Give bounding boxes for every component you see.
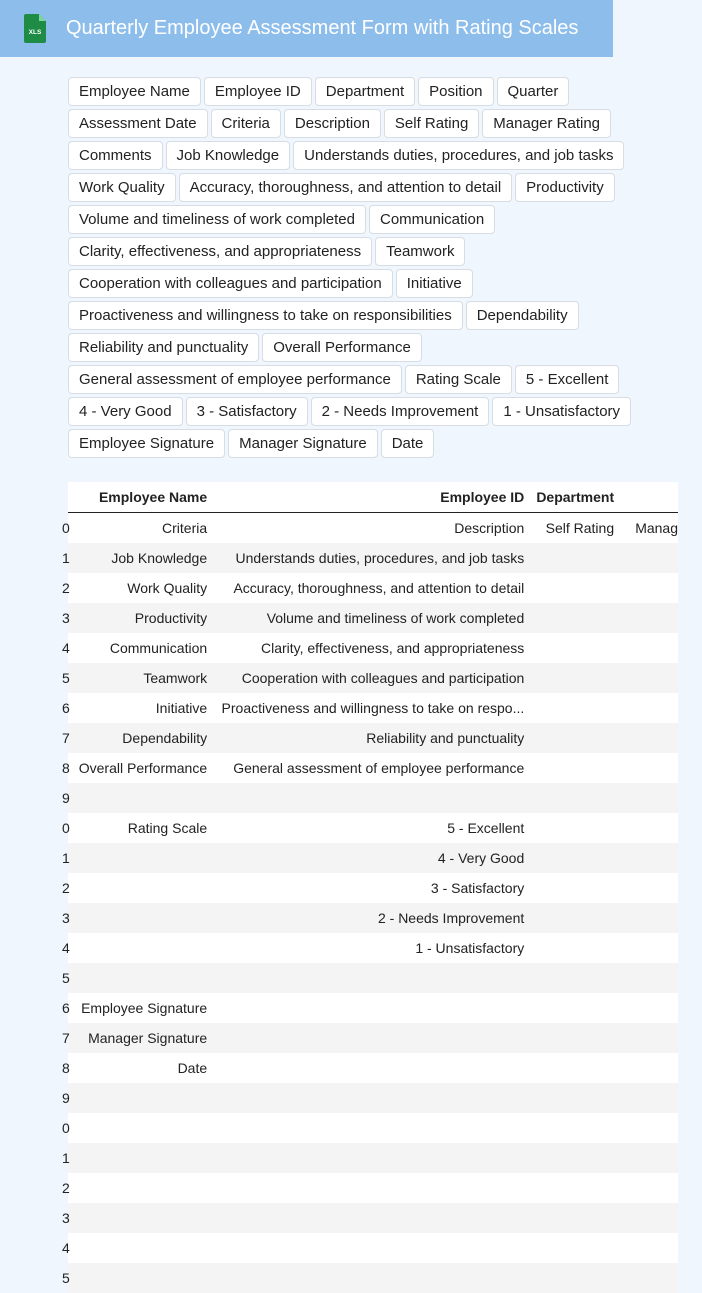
table-row (68, 633, 678, 663)
table-cell[interactable]: General assessment of employee performance (233, 760, 525, 776)
table-cell[interactable] (530, 633, 620, 663)
table-cell[interactable]: Understands duties, procedures, and job tasks (213, 543, 530, 573)
table-cell[interactable]: Clarity, effectiveness, and appropriateness (260, 640, 525, 656)
column-chip[interactable]: Manager Signature (228, 429, 378, 458)
table-cell[interactable] (213, 1233, 530, 1263)
table-cell[interactable] (530, 1233, 620, 1263)
row-index: 2 (62, 580, 70, 596)
table-cell[interactable] (530, 1203, 620, 1233)
table-row (68, 1113, 678, 1143)
table-row (68, 513, 678, 544)
table-cell[interactable] (213, 783, 530, 813)
table-cell[interactable] (73, 843, 213, 873)
table-cell[interactable] (530, 843, 620, 873)
table-cell[interactable] (530, 1053, 620, 1083)
table-row (68, 1203, 678, 1233)
table-cell[interactable] (530, 723, 620, 753)
table-cell[interactable]: 2 - Needs Improvement (213, 903, 530, 933)
column-chip[interactable]: Job Knowledge (166, 141, 291, 170)
column-chip[interactable]: 5 - Excellent (515, 365, 620, 394)
column-chip[interactable]: Criteria (211, 109, 281, 138)
table-row (68, 723, 678, 753)
table-cell[interactable]: Teamwork (73, 663, 213, 693)
table-cell[interactable] (213, 1203, 530, 1233)
row-index: 4 (62, 640, 70, 656)
column-chip[interactable]: 3 - Satisfactory (186, 397, 308, 426)
column-chip[interactable]: Work Quality (68, 173, 176, 202)
table-cell[interactable] (530, 1173, 620, 1203)
table-cell[interactable] (620, 753, 678, 783)
table-cell[interactable] (620, 693, 678, 723)
header-row (68, 482, 678, 513)
table-cell[interactable] (530, 693, 620, 723)
column-chip[interactable]: Employee ID (204, 77, 312, 106)
row-index: 8 (62, 1060, 70, 1076)
table-row (68, 1023, 678, 1053)
table-cell[interactable]: Accuracy, thoroughness, and attention to detail (233, 580, 525, 596)
table-cell[interactable] (620, 813, 678, 843)
table-cell[interactable] (73, 1113, 213, 1143)
table-cell[interactable] (620, 603, 678, 633)
column-chip[interactable]: 4 - Very Good (68, 397, 183, 426)
table-row (68, 1053, 678, 1083)
xls-icon-label: XLS (28, 29, 42, 36)
column-header[interactable]: Employee Name (73, 482, 213, 513)
table-cell[interactable] (620, 1023, 678, 1053)
column-chip[interactable]: Rating Scale (405, 365, 512, 394)
row-index: 7 (68, 723, 73, 753)
table-cell[interactable] (530, 783, 620, 813)
table-cell[interactable] (530, 873, 620, 903)
table-cell[interactable] (213, 1143, 530, 1173)
table-cell[interactable]: Reliability and punctuality (213, 723, 530, 753)
table-row (68, 813, 678, 843)
table-cell[interactable] (620, 1143, 678, 1173)
table-row (68, 573, 678, 603)
table-cell[interactable] (73, 1263, 213, 1293)
table-cell[interactable]: Volume and timeliness of work completed (213, 603, 530, 633)
column-chip[interactable]: Self Rating (384, 109, 479, 138)
table-cell[interactable]: Date (177, 1060, 208, 1076)
row-index: 6 (62, 1000, 70, 1016)
row-index: 6 (62, 700, 70, 716)
column-chip[interactable]: Manager Rating (482, 109, 611, 138)
column-header[interactable]: Employee ID (213, 482, 530, 513)
row-index: 1 (68, 543, 73, 573)
table-cell[interactable]: Productivity (73, 603, 213, 633)
table-cell[interactable]: Description (454, 520, 525, 536)
table-row (68, 543, 678, 573)
table-cell[interactable] (73, 903, 213, 933)
table-cell[interactable]: Cooperation with colleagues and participation (213, 663, 530, 693)
table-cell[interactable] (213, 1263, 530, 1293)
table-row (68, 663, 678, 693)
table-cell[interactable] (620, 903, 678, 933)
table-cell[interactable] (530, 813, 620, 843)
table-cell[interactable] (530, 1083, 620, 1113)
row-index: 8 (62, 760, 70, 776)
column-chip[interactable]: Productivity (515, 173, 615, 202)
table-cell[interactable] (213, 1113, 530, 1143)
column-chip[interactable]: Overall Performance (262, 333, 422, 362)
row-index: 4 (62, 1240, 70, 1256)
table-cell[interactable] (73, 1083, 213, 1113)
column-chip[interactable]: Cooperation with colleagues and participation (68, 269, 393, 298)
column-chip[interactable]: Communication (369, 205, 495, 234)
table-cell[interactable] (620, 1263, 678, 1293)
column-chip[interactable]: Position (418, 77, 493, 106)
table-cell[interactable]: Employee Signature (81, 1000, 208, 1016)
column-chip[interactable]: Employee Signature (68, 429, 225, 458)
table-cell[interactable]: Manag (635, 520, 678, 536)
title-bar (0, 0, 613, 57)
column-chip[interactable]: Understands duties, procedures, and job tasks (293, 141, 624, 170)
column-chip[interactable]: Clarity, effectiveness, and appropriateness (68, 237, 372, 266)
table-cell[interactable] (620, 663, 678, 693)
table-cell[interactable] (530, 573, 620, 603)
table-cell[interactable] (530, 603, 620, 633)
table-cell[interactable]: 3 - Satisfactory (430, 880, 525, 896)
table-cell[interactable] (620, 633, 678, 663)
column-chip[interactable]: Volume and timeliness of work completed (68, 205, 366, 234)
row-index: 4 (62, 940, 70, 956)
row-index: 0 (62, 820, 70, 836)
row-index: 3 (68, 1203, 73, 1233)
table-cell[interactable] (73, 1173, 213, 1203)
table-row (68, 843, 678, 873)
column-chip[interactable]: Employee Name (68, 77, 201, 106)
column-chip[interactable]: General assessment of employee performance (68, 365, 402, 394)
table-cell[interactable] (620, 1083, 678, 1113)
table-row (68, 1263, 678, 1293)
table-cell[interactable] (73, 1233, 213, 1263)
row-index: 9 (68, 1083, 73, 1113)
row-index: 0 (62, 520, 70, 536)
table-cell[interactable]: Work Quality (127, 580, 208, 596)
row-index: 2 (62, 880, 70, 896)
row-index: 5 (68, 963, 73, 993)
table-cell[interactable]: Rating Scale (127, 820, 208, 836)
table-cell[interactable] (530, 543, 620, 573)
table-cell[interactable] (213, 1083, 530, 1113)
table-cell[interactable] (530, 1023, 620, 1053)
table-cell[interactable]: 1 - Unsatisfactory (415, 940, 525, 956)
table-cell[interactable] (213, 993, 530, 1023)
column-chip[interactable]: Accuracy, thoroughness, and attention to detail (179, 173, 513, 202)
table-cell[interactable] (73, 783, 213, 813)
table-cell[interactable]: Communication (109, 640, 208, 656)
column-chip[interactable]: Comments (68, 141, 163, 170)
row-index: 2 (62, 1180, 70, 1196)
xls-file-icon (24, 14, 46, 43)
table-cell[interactable] (620, 1173, 678, 1203)
table-cell[interactable] (213, 1173, 530, 1203)
table-cell[interactable] (530, 963, 620, 993)
table-cell[interactable] (620, 963, 678, 993)
table-cell[interactable] (213, 1023, 530, 1053)
table-cell[interactable] (620, 543, 678, 573)
column-header[interactable] (620, 482, 678, 513)
column-chip[interactable]: Date (381, 429, 435, 458)
table-row (68, 903, 678, 933)
row-index: 3 (68, 603, 73, 633)
table-cell[interactable] (620, 1233, 678, 1263)
table-row (68, 783, 678, 813)
table-row (68, 1083, 678, 1113)
table-cell[interactable]: Proactiveness and willingness to take on respo... (221, 700, 525, 716)
table-cell[interactable] (530, 1263, 620, 1293)
table-row (68, 993, 678, 1023)
table-cell[interactable] (620, 993, 678, 1023)
spreadsheet-grid[interactable] (62, 482, 678, 1292)
table-cell[interactable]: Job Knowledge (73, 543, 213, 573)
table-cell[interactable] (73, 873, 213, 903)
table-cell[interactable] (530, 933, 620, 963)
table-cell[interactable] (73, 963, 213, 993)
table-cell[interactable]: Dependability (73, 723, 213, 753)
row-index: 7 (68, 1023, 73, 1053)
table-cell[interactable] (530, 1143, 620, 1173)
table-cell[interactable] (620, 723, 678, 753)
table-cell[interactable] (620, 873, 678, 903)
table-cell[interactable]: Overall Performance (78, 760, 208, 776)
column-chip[interactable]: 1 - Unsatisfactory (492, 397, 631, 426)
table-cell[interactable]: Initiative (155, 700, 208, 716)
table-cell[interactable] (620, 1053, 678, 1083)
table-cell[interactable] (530, 1113, 620, 1143)
table-cell[interactable] (620, 1203, 678, 1233)
row-index: 0 (62, 1120, 70, 1136)
column-chip[interactable]: 2 - Needs Improvement (311, 397, 490, 426)
table-row (68, 873, 678, 903)
table-row (68, 963, 678, 993)
row-index: 3 (68, 903, 73, 933)
column-chip[interactable]: Assessment Date (68, 109, 208, 138)
table-cell[interactable]: Criteria (162, 520, 208, 536)
column-chip[interactable]: Initiative (396, 269, 473, 298)
table-row (68, 1173, 678, 1203)
table-row (68, 1143, 678, 1173)
table-cell[interactable] (73, 1143, 213, 1173)
column-header[interactable]: Department (530, 482, 620, 513)
table-cell[interactable]: 4 - Very Good (213, 843, 530, 873)
column-chip[interactable]: Teamwork (375, 237, 465, 266)
table-row (68, 1233, 678, 1263)
column-chip[interactable]: Dependability (466, 301, 579, 330)
table-cell[interactable] (530, 993, 620, 1023)
column-chip[interactable]: Description (284, 109, 381, 138)
column-chip[interactable]: Proactiveness and willingness to take on responsibilities (68, 301, 463, 330)
data-table (62, 482, 678, 1293)
table-cell[interactable] (73, 933, 213, 963)
table-row (68, 753, 678, 783)
row-index: 1 (68, 843, 73, 873)
table-row (68, 933, 678, 963)
table-cell[interactable] (620, 933, 678, 963)
table-row (68, 693, 678, 723)
table-cell[interactable] (530, 663, 620, 693)
row-index: 5 (68, 663, 73, 693)
column-chip[interactable]: Department (315, 77, 415, 106)
column-chip-list (68, 77, 648, 458)
table-cell[interactable]: Manager Signature (73, 1023, 213, 1053)
column-chip[interactable]: Quarter (497, 77, 570, 106)
table-cell[interactable] (213, 1053, 530, 1083)
row-index: 9 (68, 783, 73, 813)
table-cell[interactable]: 5 - Excellent (447, 820, 525, 836)
table-cell[interactable] (213, 963, 530, 993)
table-cell[interactable] (530, 903, 620, 933)
page-title: Quarterly Employee Assessment Form with Rating Scales (66, 17, 579, 39)
table-cell[interactable] (530, 753, 620, 783)
row-index: 1 (68, 1143, 73, 1173)
column-chip[interactable]: Reliability and punctuality (68, 333, 259, 362)
table-row (68, 603, 678, 633)
table-cell[interactable] (620, 783, 678, 813)
table-cell[interactable] (73, 1203, 213, 1233)
table-cell[interactable] (620, 573, 678, 603)
table-cell[interactable] (620, 1113, 678, 1143)
table-cell[interactable] (620, 843, 678, 873)
row-index: 5 (68, 1263, 73, 1293)
table-cell[interactable]: Self Rating (545, 520, 615, 536)
